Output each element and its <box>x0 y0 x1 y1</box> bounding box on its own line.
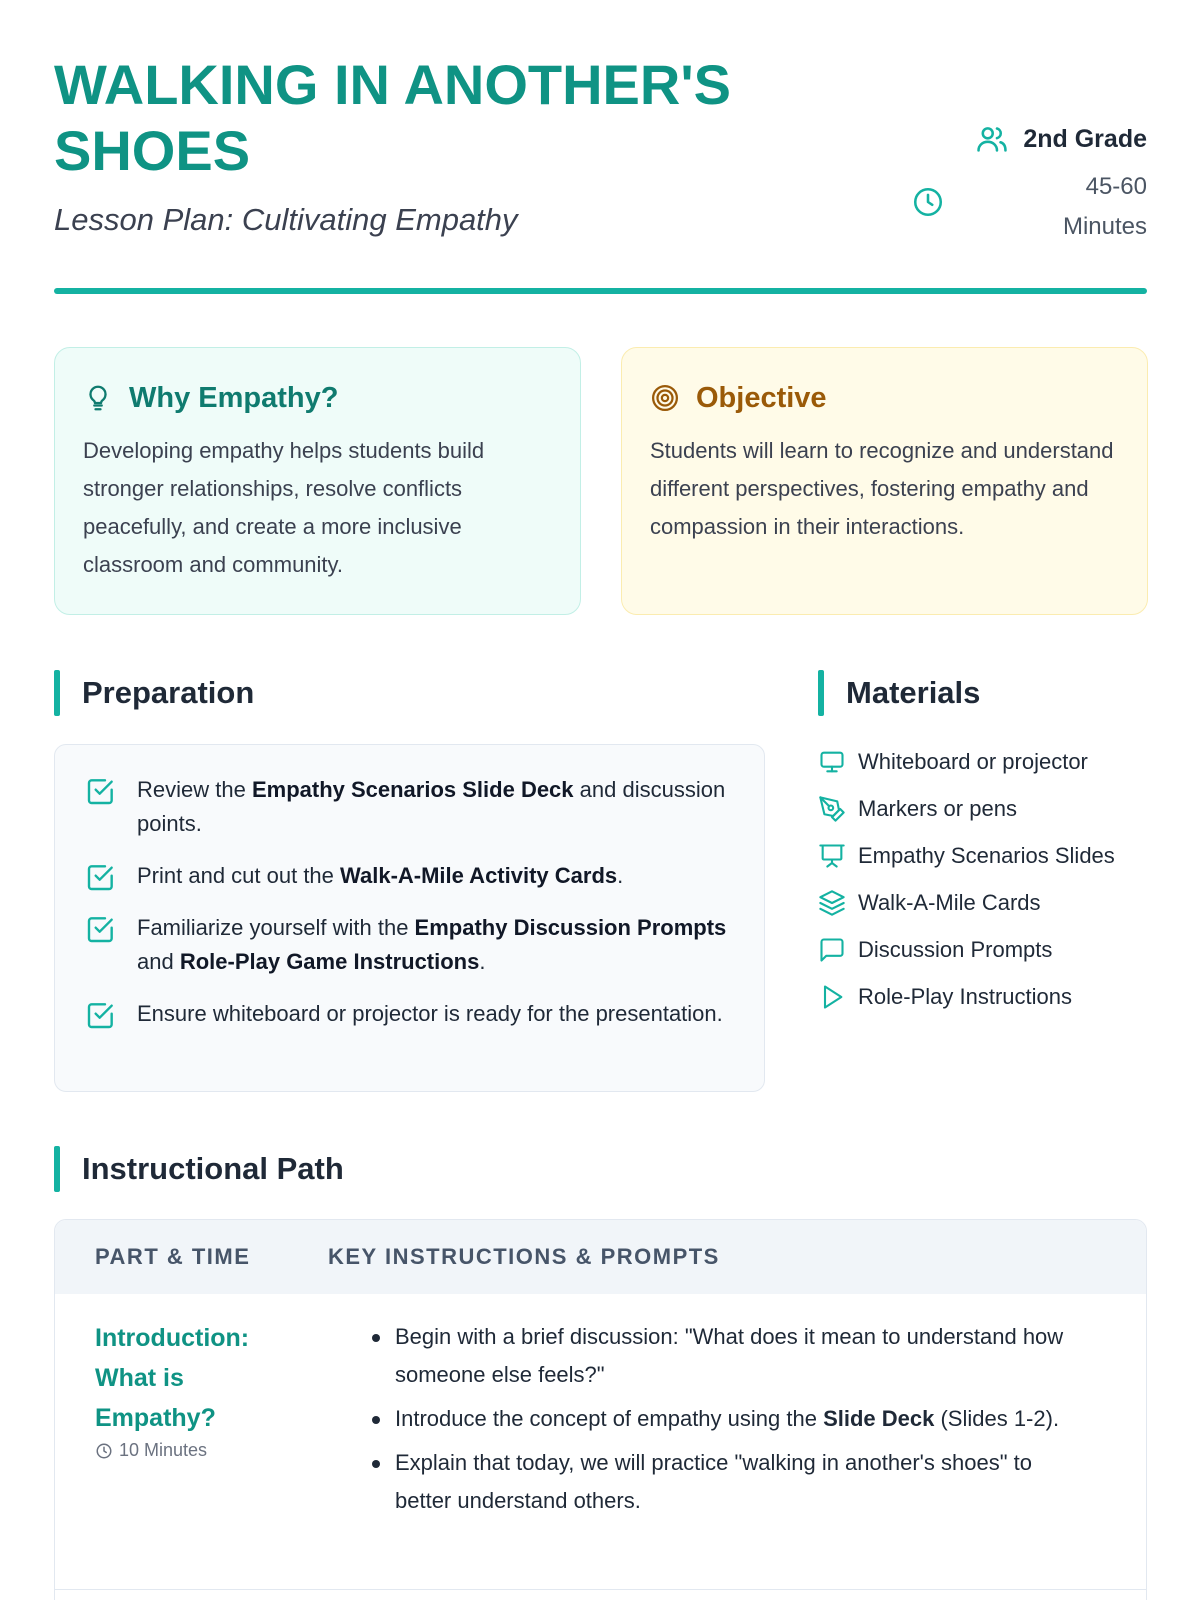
target-icon <box>650 383 680 413</box>
part-time-label: 10 Minutes <box>119 1440 208 1460</box>
material-label: Empathy Scenarios Slides <box>858 842 1115 868</box>
why-empathy-title: Why Empathy? <box>129 381 339 414</box>
monitor-icon <box>818 748 846 776</box>
instructions-list <box>370 1318 1090 1520</box>
checkbox-checked-icon <box>85 999 117 1031</box>
material-label: Role-Play Instructions <box>858 983 1072 1009</box>
why-empathy-card <box>54 347 581 615</box>
material-item <box>818 832 1147 879</box>
materials-heading-label: Materials <box>846 675 981 710</box>
instructional-path-table <box>54 1219 1147 1600</box>
instructions-cell <box>370 1318 1090 1526</box>
material-item <box>818 879 1147 926</box>
materials-heading <box>818 670 980 716</box>
checkbox-checked-icon <box>85 861 117 893</box>
heading-accent-bar <box>54 1146 60 1192</box>
play-icon <box>818 983 846 1011</box>
preparation-checklist <box>54 744 765 1092</box>
duration-range: 45-60 <box>1085 173 1147 200</box>
page-title: WALKING IN ANOTHER'S SHOES <box>54 53 732 182</box>
checklist-item-text: Review the Empathy Scenarios Slide Deck and discussion points. <box>137 777 726 836</box>
objective-card <box>621 347 1148 615</box>
message-icon <box>818 936 846 964</box>
checklist-item-text: Familiarize yourself with the Empathy Discussion Prompts and Role-Play Game Instructions. <box>137 915 727 974</box>
material-item <box>818 973 1147 1020</box>
list-item: Explain that today, we will practice "walking in another's shoes" to better understand others. <box>370 1444 1090 1520</box>
duration-unit: Minutes <box>1062 213 1147 240</box>
objective-header <box>650 378 1119 418</box>
material-label: Whiteboard or projector <box>858 748 1088 774</box>
checklist-item-text: Print and cut out the Walk-A-Mile Activity Cards. <box>137 863 624 888</box>
material-label: Discussion Prompts <box>858 936 1053 962</box>
instructional-path-heading-label: Instructional Path <box>82 1151 344 1186</box>
lightbulb-icon <box>83 383 113 413</box>
row-divider <box>55 1589 1147 1590</box>
table-row <box>55 1294 1146 1526</box>
part-time <box>95 1440 370 1461</box>
preparation-heading <box>54 670 254 716</box>
grade-info <box>975 119 1147 159</box>
objective-body: Students will learn to recognize and understand different perspectives, fostering empathy and compassion in their interactions. <box>650 438 1114 539</box>
users-icon <box>975 122 1009 156</box>
material-label: Markers or pens <box>858 795 1017 821</box>
column-header-instructions: KEY INSTRUCTIONS & PROMPTS <box>328 1244 720 1269</box>
duration-label <box>1027 167 1147 247</box>
pen-icon <box>818 795 846 823</box>
material-item <box>818 738 1147 785</box>
layers-icon <box>818 889 846 917</box>
material-item <box>818 926 1147 973</box>
checklist-item <box>85 997 734 1031</box>
heading-accent-bar <box>54 670 60 716</box>
lesson-meta <box>907 119 1147 259</box>
clock-icon <box>95 1442 113 1460</box>
checklist-item <box>85 859 734 893</box>
objective-title: Objective <box>696 381 827 414</box>
instructional-path-heading <box>54 1146 344 1192</box>
part-cell <box>55 1318 370 1526</box>
duration-info <box>907 167 1147 257</box>
part-title: Introduction: What is Empathy? <box>95 1324 250 1432</box>
preparation-heading-label: Preparation <box>82 675 255 710</box>
list-item: Begin with a brief discussion: "What does it mean to understand how someone else feels?" <box>370 1318 1090 1394</box>
lesson-plan-page <box>54 0 1147 1600</box>
list-item: Introduce the concept of empathy using the Slide Deck (Slides 1-2). <box>370 1400 1090 1438</box>
grade-label: 2nd Grade <box>1023 124 1147 153</box>
checklist-item <box>85 911 734 979</box>
checkbox-checked-icon <box>85 775 117 807</box>
material-item <box>818 785 1147 832</box>
clock-icon <box>911 185 945 219</box>
materials-list <box>818 738 1147 1020</box>
table-header <box>55 1220 1146 1294</box>
checklist-item <box>85 773 734 841</box>
why-empathy-body: Developing empathy helps students build stronger relationships, resolve conflicts peacefully, and create a more inclusive classroom and community. <box>83 438 485 577</box>
checklist-item-text: Ensure whiteboard or projector is ready for the presentation. <box>137 1001 723 1026</box>
heading-accent-bar <box>818 670 824 716</box>
presentation-icon <box>818 842 846 870</box>
material-label: Walk-A-Mile Cards <box>858 889 1041 915</box>
why-empathy-header <box>83 378 552 418</box>
header <box>54 52 1147 295</box>
page-subtitle: Lesson Plan: Cultivating Empathy <box>54 202 518 237</box>
checkbox-checked-icon <box>85 913 117 945</box>
header-divider <box>54 288 1147 294</box>
column-header-part: PART & TIME <box>95 1244 251 1269</box>
